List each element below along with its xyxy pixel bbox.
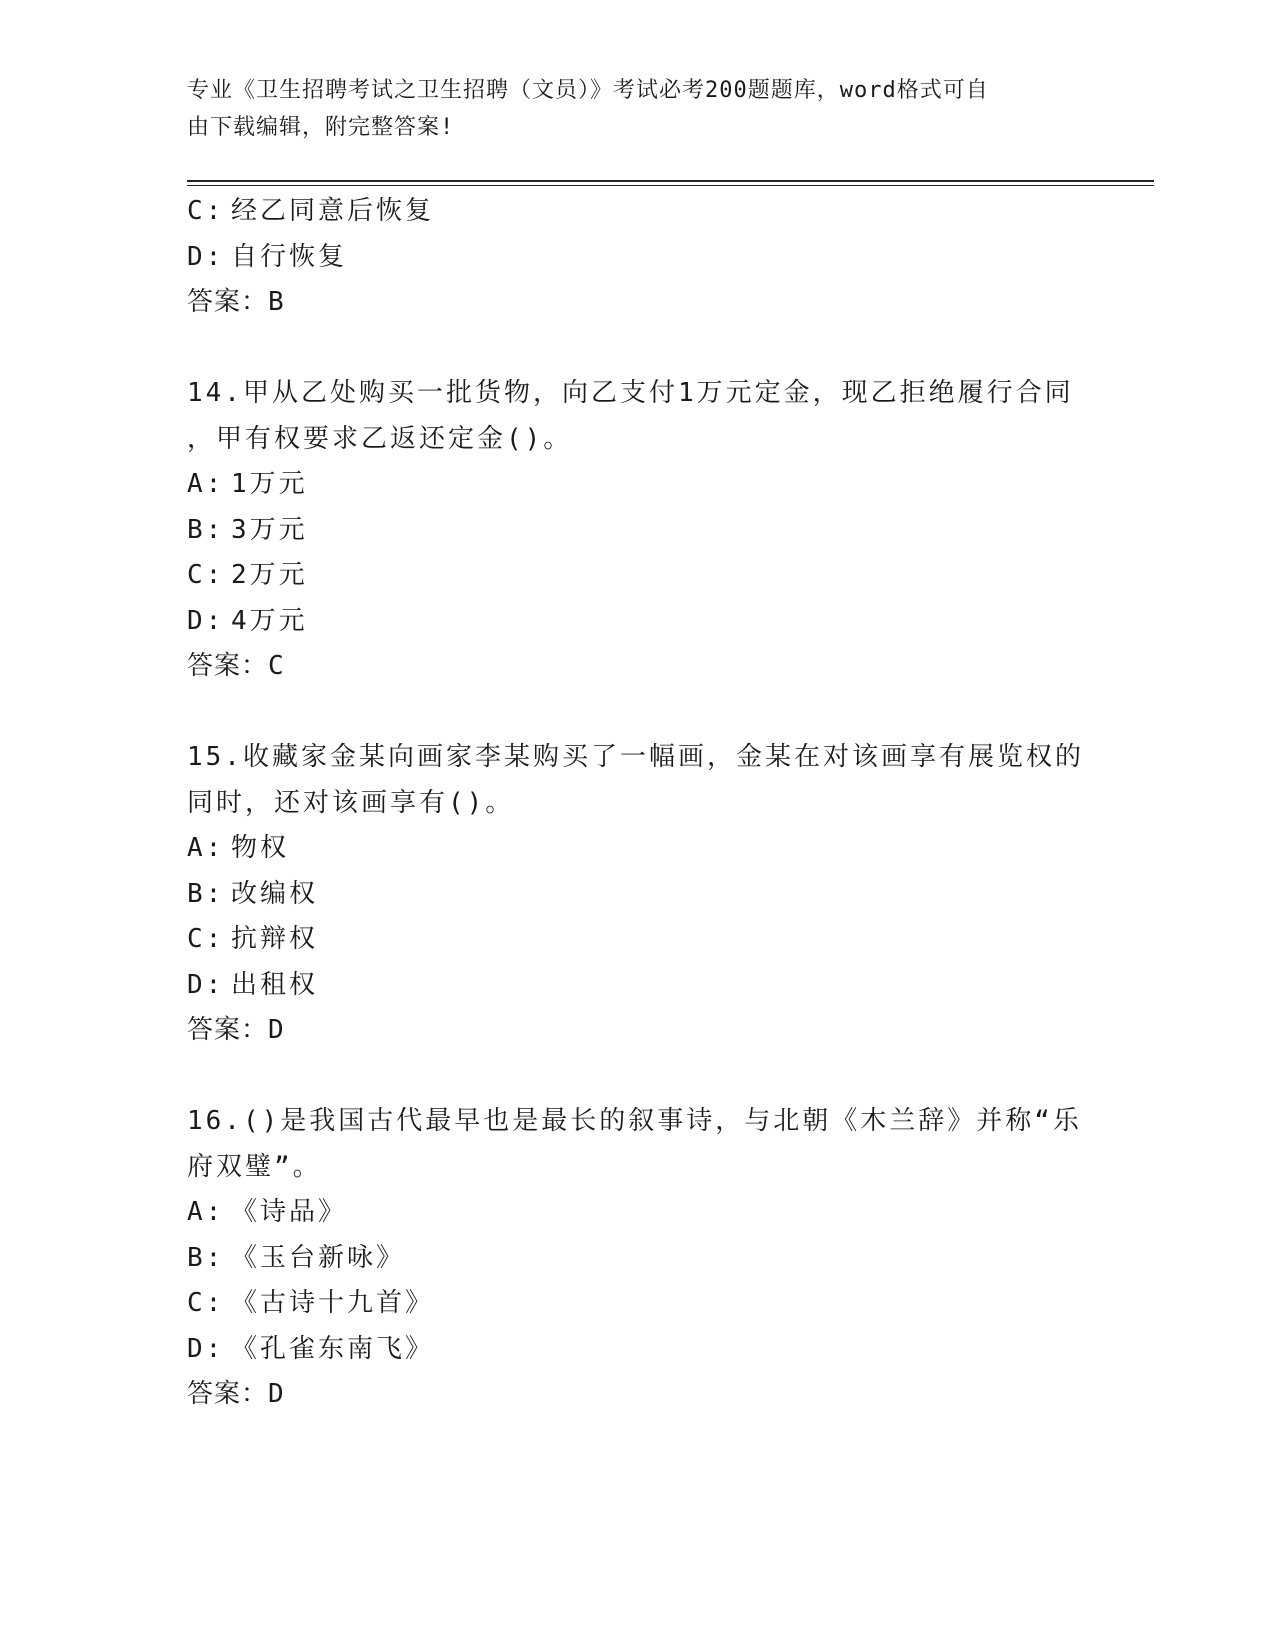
option-text: 《孔雀东南飞》 [231, 1333, 435, 1364]
option-key: A: [187, 1197, 225, 1227]
question-spacer [187, 326, 1087, 372]
option-text: 《玉台新咏》 [231, 1242, 406, 1273]
option-d [187, 963, 1087, 1009]
header-rule-thin [187, 185, 1154, 186]
question-spacer [187, 690, 1087, 736]
option-text: 《古诗十九首》 [231, 1288, 435, 1318]
option-text: 物权 [231, 833, 290, 863]
option-d [187, 599, 1087, 645]
continued-question [187, 189, 1087, 326]
option-key: D: [187, 605, 225, 636]
option-key: B: [187, 1242, 225, 1273]
option-text: 经乙同意后恢复 [231, 196, 435, 226]
question-stem-line: 16.()是我国古代最早也是最长的叙事诗，与北朝《木兰辞》并称“乐 [187, 1106, 1082, 1136]
option-c [187, 1281, 1087, 1327]
question-15 [187, 735, 1087, 1054]
option-text: 《诗品》 [231, 1197, 348, 1227]
answer-line: 答案：D [187, 1379, 285, 1409]
option-key: C: [187, 560, 225, 590]
option-key: D: [187, 241, 225, 272]
option-key: B: [187, 878, 225, 909]
answer-line: 答案：B [187, 287, 285, 317]
option-text: 3万元 [231, 514, 308, 545]
option-key: C: [187, 196, 225, 226]
question-stem-line: 14.甲从乙处购买一批货物，向乙支付1万元定金，现乙拒绝履行合同 [187, 378, 1074, 408]
option-key: C: [187, 1288, 225, 1318]
option-text: 出租权 [231, 969, 319, 1000]
option-c [187, 917, 1087, 963]
option-c [187, 553, 1087, 599]
option-c [187, 189, 1087, 235]
option-text: 1万元 [231, 469, 308, 499]
option-b [187, 872, 1087, 918]
option-text: 改编权 [231, 878, 319, 909]
option-a [187, 1190, 1087, 1236]
option-key: B: [187, 514, 225, 545]
option-text: 自行恢复 [231, 241, 348, 272]
question-16 [187, 1099, 1087, 1418]
option-text: 4万元 [231, 605, 308, 636]
question-stem-line: ，甲有权要求乙返还定金()。 [187, 423, 573, 454]
option-b [187, 1236, 1087, 1282]
option-text: 抗辩权 [231, 924, 319, 954]
question-stem-line: 同时，还对该画享有()。 [187, 787, 515, 818]
document-body [187, 189, 1087, 1418]
header-title-line-1: 专业《卫生招聘考试之卫生招聘（文员）》考试必考200题题库，word格式可自 [187, 78, 989, 103]
answer-line: 答案：D [187, 1015, 285, 1045]
option-key: D: [187, 1333, 225, 1364]
question-stem-line: 府双璧”。 [187, 1151, 322, 1182]
option-a [187, 826, 1087, 872]
option-a [187, 462, 1087, 508]
option-key: C: [187, 924, 225, 954]
option-key: A: [187, 469, 225, 499]
question-stem-line: 15.收藏家金某向画家李某购买了一幅画，金某在对该画享有展览权的 [187, 742, 1084, 772]
option-text: 2万元 [231, 560, 308, 590]
header-title-line-2: 由下载编辑，附完整答案! [187, 115, 455, 140]
question-spacer [187, 1054, 1087, 1100]
header-rule-thick [187, 180, 1154, 182]
option-d [187, 1327, 1087, 1373]
answer-line: 答案：C [187, 651, 285, 681]
question-14 [187, 371, 1087, 690]
document-header [187, 72, 1067, 146]
option-b [187, 508, 1087, 554]
option-key: A: [187, 833, 225, 863]
option-key: D: [187, 969, 225, 1000]
option-d [187, 235, 1087, 281]
